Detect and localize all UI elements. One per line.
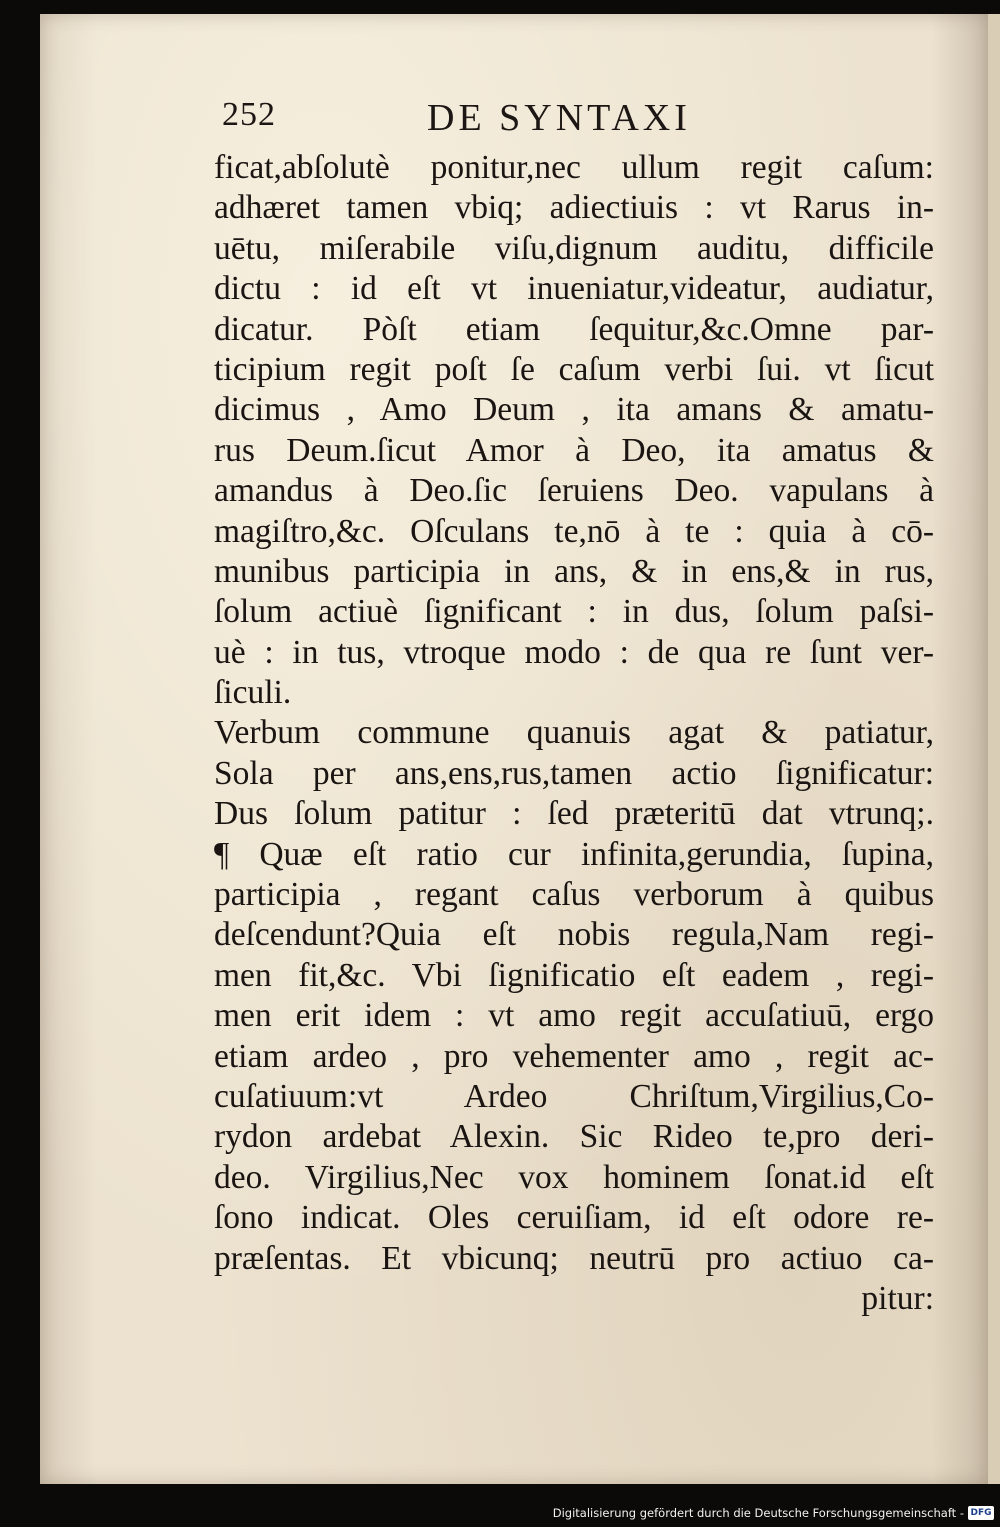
text-line: rydon ardebat Alexin. Sic Rideo te,pro deri- xyxy=(214,1118,934,1156)
text-line: ticipium regit poſt ſe caſum verbi ſui. vt ſicut xyxy=(214,350,934,388)
verse-line: Dus ſolum patitur : ſed præteritū dat vtrunq;. xyxy=(214,795,934,833)
text-line: rus Deum.ſicut Amor à Deo, ita amatus & xyxy=(214,431,934,469)
running-title: DE SYNTAXI xyxy=(427,97,691,139)
text-line: men fit,&c. Vbi ſignificatio eſt eadem , regi- xyxy=(214,956,934,994)
text-line: participia , regant caſus verborum à quibus xyxy=(214,876,934,914)
text-line: deſcendunt?Quia eſt nobis regula,Nam regi- xyxy=(214,916,934,954)
text-line: ¶ Quæ eſt ratio cur infinita,gerundia, ſupina, xyxy=(214,835,934,873)
text-line: ſolum actiuè ſignificant : in dus, ſolum paſsi- xyxy=(214,593,934,631)
text-line: munibus participia in ans, & in ens,& in rus, xyxy=(214,552,934,590)
text-line: dicatur. Pòſt etiam ſequitur,&c.Omne par- xyxy=(214,310,934,348)
verse-line: Verbum commune quanuis agat & patiatur, xyxy=(214,714,934,752)
text-line: ſiculi. xyxy=(214,674,292,712)
facing-page-edge xyxy=(987,14,1000,1484)
text-line: uētu, miſerabile viſu,dignum auditu, difficile xyxy=(214,229,934,267)
page-number: 252 xyxy=(222,96,276,133)
text-line: præſentas. Et vbicunq; neutrū pro actiuo ca- xyxy=(214,1239,934,1277)
catchword: pitur: xyxy=(861,1279,934,1317)
digitization-credit xyxy=(553,1503,994,1523)
text-line: dictu : id eſt vt inueniatur,videatur, audiatur, xyxy=(214,270,934,308)
text-line: etiam ardeo , pro vehementer amo , regit ac- xyxy=(214,1037,934,1075)
text-line: amandus à Deo.ſic ſeruiens Deo. vapulans à xyxy=(214,472,934,510)
dfg-logo: DFG xyxy=(968,1506,994,1520)
text-line: dicimus , Amo Deum , ita amans & amatu- xyxy=(214,391,934,429)
text-line: ſono indicat. Oles ceruiſiam, id eſt odore re- xyxy=(214,1199,934,1237)
text-line: adhæret tamen vbiq; adiectiuis : vt Rarus in- xyxy=(214,189,934,227)
text-line: ficat,abſolutè ponitur,nec ullum regit caſum: xyxy=(214,149,934,186)
text-line: cuſatiuum:vt Ardeo Chriſtum,Virgilius,Co- xyxy=(214,1077,934,1115)
verse-line: Sola per ans,ens,rus,tamen actio ſignificatur: xyxy=(214,754,934,792)
text-line: deo. Virgilius,Nec vox hominem ſonat.id eſt xyxy=(214,1158,934,1196)
text-line: men erit idem : vt amo regit accuſatiuū, ergo xyxy=(214,997,934,1035)
text-line: uè : in tus, vtroque modo : de qua re ſunt ver- xyxy=(214,633,934,671)
text-line: magiſtro,&c. Oſculans te,nō à te : quia à cō- xyxy=(214,512,934,550)
running-head xyxy=(222,96,752,140)
credit-text: Digitalisierung gefördert durch die Deutsche Forschungsgemeinschaft - xyxy=(552,1506,964,1520)
body-text xyxy=(214,148,934,1319)
